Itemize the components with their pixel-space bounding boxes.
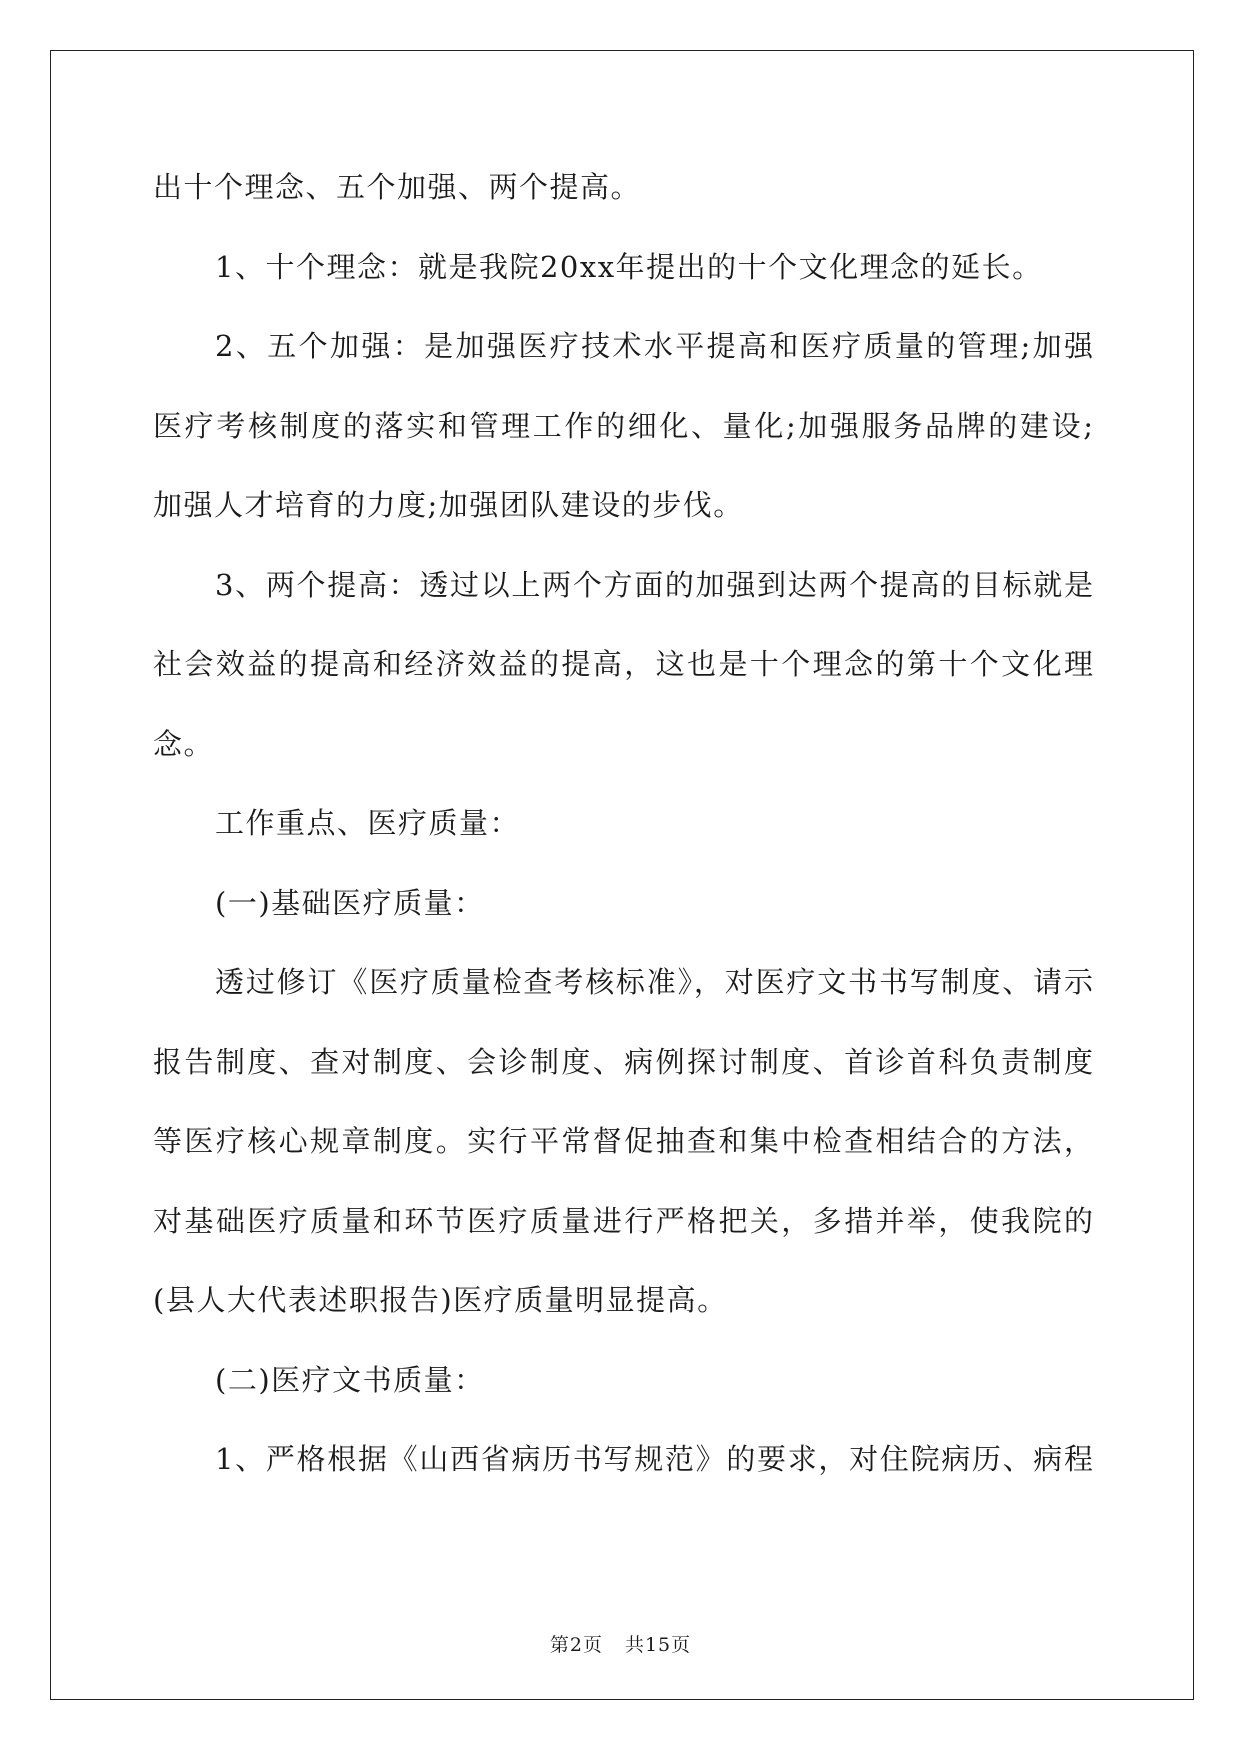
text-line: 1、严格根据《山西省病历书写规范》的要求，对住院病历、病程 — [215, 1442, 1093, 1476]
text-line: 加强人才培育的力度;加强团队建设的步伐。 — [153, 488, 744, 522]
subsection-heading: (二)医疗文书质量： — [215, 1362, 485, 1397]
text-line: (县人大代表述职报告)医疗质量明显提高。 — [153, 1283, 728, 1317]
text-line: 医疗考核制度的落实和管理工作的细化、量化;加强服务品牌的建设; — [153, 408, 1093, 443]
section-heading: 工作重点、医疗质量： — [215, 806, 521, 840]
page-total: 共15页 — [624, 1634, 692, 1656]
subsection-heading: (一)基础医疗质量： — [215, 885, 485, 920]
text-line: 报告制度、查对制度、会诊制度、病例探讨制度、首诊首科负责制度 — [153, 1044, 1093, 1079]
text-line: 对基础医疗质量和环节医疗质量进行严格把关，多措并举，使我院的 — [153, 1203, 1093, 1238]
text-line: 出十个理念、五个加强、两个提高。 — [153, 170, 642, 204]
text-line: 社会效益的提高和经济效益的提高，这也是十个理念的第十个文化理 — [153, 647, 1093, 681]
page-number: 第2页 — [549, 1634, 603, 1656]
document-body — [153, 148, 1093, 1500]
text-line: 2、五个加强：是加强医疗技术水平提高和医疗质量的管理;加强 — [215, 329, 1093, 363]
text-line: 透过修订《医疗质量检查考核标准》，对医疗文书书写制度、请示 — [215, 965, 1093, 999]
text-line: 1、十个理念：就是我院20xx年提出的十个文化理念的延长。 — [215, 249, 1043, 284]
page-footer — [0, 1630, 1241, 1657]
text-line: 3、两个提高：透过以上两个方面的加强到达两个提高的目标就是 — [215, 567, 1093, 602]
text-line: 念。 — [153, 726, 215, 761]
text-line: 等医疗核心规章制度。实行平常督促抽查和集中检查相结合的方法， — [153, 1124, 1093, 1158]
